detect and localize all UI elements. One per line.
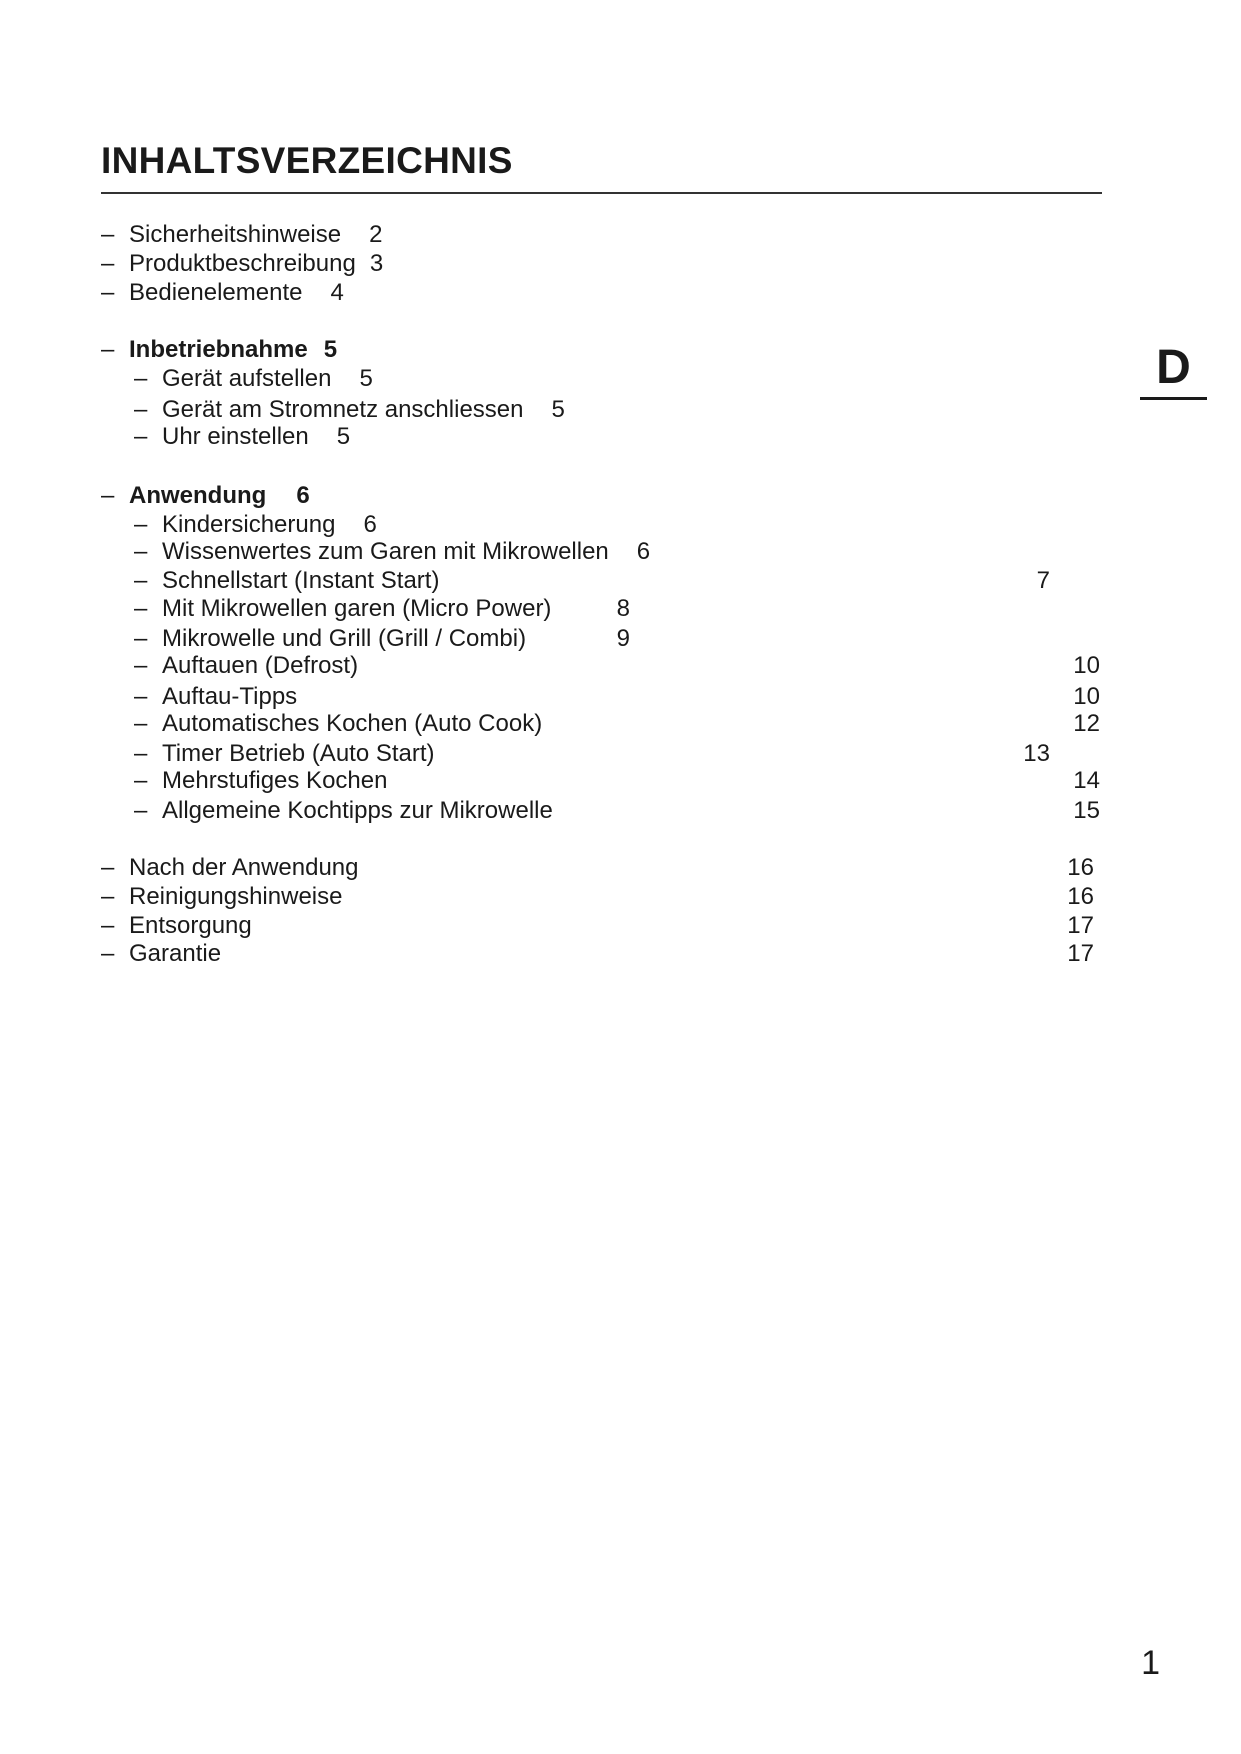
- toc-item-label: Mehrstufiges Kochen: [162, 767, 388, 794]
- toc-item-page: 13: [1023, 740, 1050, 767]
- toc-item-auto-start[interactable]: – Timer Betrieb (Auto Start): [134, 740, 435, 767]
- toc-item-nach-der-anwendung[interactable]: – Nach der Anwendung: [101, 854, 359, 881]
- toc-item-schnellstart[interactable]: – Schnellstart (Instant Start): [134, 567, 440, 594]
- toc-item-sicherheitshinweise[interactable]: – Sicherheitshinweise 2: [101, 221, 383, 248]
- toc-item-label: Auftau-Tipps: [162, 683, 298, 710]
- toc-item-label: Mikrowelle und Grill (Grill / Combi): [162, 625, 527, 652]
- toc-item-kochtipps[interactable]: – Allgemeine Kochtipps zur Mikrowelle: [134, 797, 553, 824]
- toc-item-page: 10: [1073, 683, 1100, 710]
- toc-item-micro-power[interactable]: – Mit Mikrowellen garen (Micro Power): [134, 595, 552, 622]
- toc-item-label: Gerät am Stromnetz anschliessen: [162, 396, 524, 423]
- toc-item-page: 8: [616, 595, 630, 622]
- toc-item-label: Allgemeine Kochtipps zur Mikrowelle: [162, 797, 553, 824]
- toc-item-wissenwertes[interactable]: – Wissenwertes zum Garen mit Mikrowellen 6: [134, 538, 651, 565]
- toc-item-page: 5: [551, 396, 565, 423]
- toc-item-page: 5: [336, 423, 351, 450]
- toc-section-inbetriebnahme[interactable]: – Inbetriebnahme 5: [101, 336, 338, 363]
- toc-item-label: Uhr einstellen: [162, 423, 309, 450]
- toc-section-page: 6: [296, 482, 310, 509]
- toc-item-grill-combi[interactable]: – Mikrowelle und Grill (Grill / Combi): [134, 625, 527, 652]
- toc-item-label: Automatisches Kochen (Auto Cook): [162, 710, 543, 737]
- toc-item-geraet-aufstellen[interactable]: – Gerät aufstellen 5: [134, 365, 373, 392]
- toc-item-page: 12: [1073, 710, 1100, 737]
- toc-item-defrost[interactable]: – Auftauen (Defrost): [134, 652, 359, 679]
- toc-item-page: 2: [369, 221, 383, 248]
- toc-item-page: 4: [330, 279, 344, 306]
- toc-item-page: 17: [1067, 912, 1094, 939]
- toc-item-page: 16: [1067, 883, 1094, 910]
- toc-item-label: Reinigungshinweise: [129, 883, 343, 910]
- language-tab-underline: [1140, 397, 1207, 400]
- toc-item-label: Mit Mikrowellen garen (Micro Power): [162, 595, 552, 622]
- toc-item-page: 17: [1067, 940, 1094, 967]
- toc-item-page: 6: [363, 511, 377, 538]
- toc-item-page: 16: [1067, 854, 1094, 881]
- toc-item-label: Gerät aufstellen: [162, 365, 332, 392]
- toc-item-page: 9: [616, 625, 630, 652]
- toc-item-page: 10: [1073, 652, 1100, 679]
- toc-item-label: Kindersicherung: [162, 511, 336, 538]
- toc-item-garantie[interactable]: – Garantie: [101, 940, 222, 967]
- title-divider: [101, 192, 1102, 194]
- toc-item-uhr-einstellen[interactable]: – Uhr einstellen 5: [134, 423, 351, 450]
- page-title: INHALTSVERZEICHNIS: [101, 140, 513, 181]
- toc-item-label: Garantie: [129, 940, 222, 967]
- toc-item-auftau-tipps[interactable]: – Auftau-Tipps: [134, 683, 298, 710]
- toc-item-produktbeschreibung[interactable]: – Produktbeschreibung 3: [101, 250, 384, 277]
- page-number: 1: [1141, 1644, 1160, 1682]
- toc-item-label: Produktbeschreibung: [129, 250, 356, 277]
- toc-item-label: Timer Betrieb (Auto Start): [162, 740, 435, 767]
- language-tab: D: [1156, 341, 1191, 394]
- toc-item-label: Auftauen (Defrost): [162, 652, 359, 679]
- toc-item-page: 14: [1073, 767, 1100, 794]
- toc-item-label: Schnellstart (Instant Start): [162, 567, 440, 594]
- toc-section-label: Anwendung: [129, 482, 267, 509]
- toc-section-label: Inbetriebnahme: [129, 336, 308, 363]
- toc-item-page: 6: [636, 538, 651, 565]
- toc-section-page: 5: [323, 336, 338, 363]
- toc-item-mehrstufiges-kochen[interactable]: – Mehrstufiges Kochen: [134, 767, 388, 794]
- toc-item-page: 7: [1036, 567, 1050, 594]
- toc-item-kindersicherung[interactable]: – Kindersicherung 6: [134, 511, 377, 538]
- toc-section-anwendung[interactable]: – Anwendung 6: [101, 482, 310, 509]
- toc-item-page: 5: [359, 365, 373, 392]
- toc-item-page: 15: [1073, 797, 1100, 824]
- toc-item-label: Wissenwertes zum Garen mit Mikrowellen: [162, 538, 609, 565]
- toc-item-label: Bedienelemente: [129, 279, 303, 306]
- toc-item-bedienelemente[interactable]: – Bedienelemente 4: [101, 279, 344, 306]
- toc-item-entsorgung[interactable]: – Entsorgung: [101, 912, 252, 939]
- toc-item-page: 3: [369, 250, 384, 277]
- toc-item-label: Nach der Anwendung: [129, 854, 359, 881]
- toc-item-reinigungshinweise[interactable]: – Reinigungshinweise: [101, 883, 343, 910]
- toc-item-label: Sicherheitshinweise: [129, 221, 342, 248]
- toc-item-auto-cook[interactable]: – Automatisches Kochen (Auto Cook): [134, 710, 543, 737]
- toc-item-label: Entsorgung: [129, 912, 252, 939]
- toc-item-stromnetz[interactable]: – Gerät am Stromnetz anschliessen 5: [134, 396, 565, 423]
